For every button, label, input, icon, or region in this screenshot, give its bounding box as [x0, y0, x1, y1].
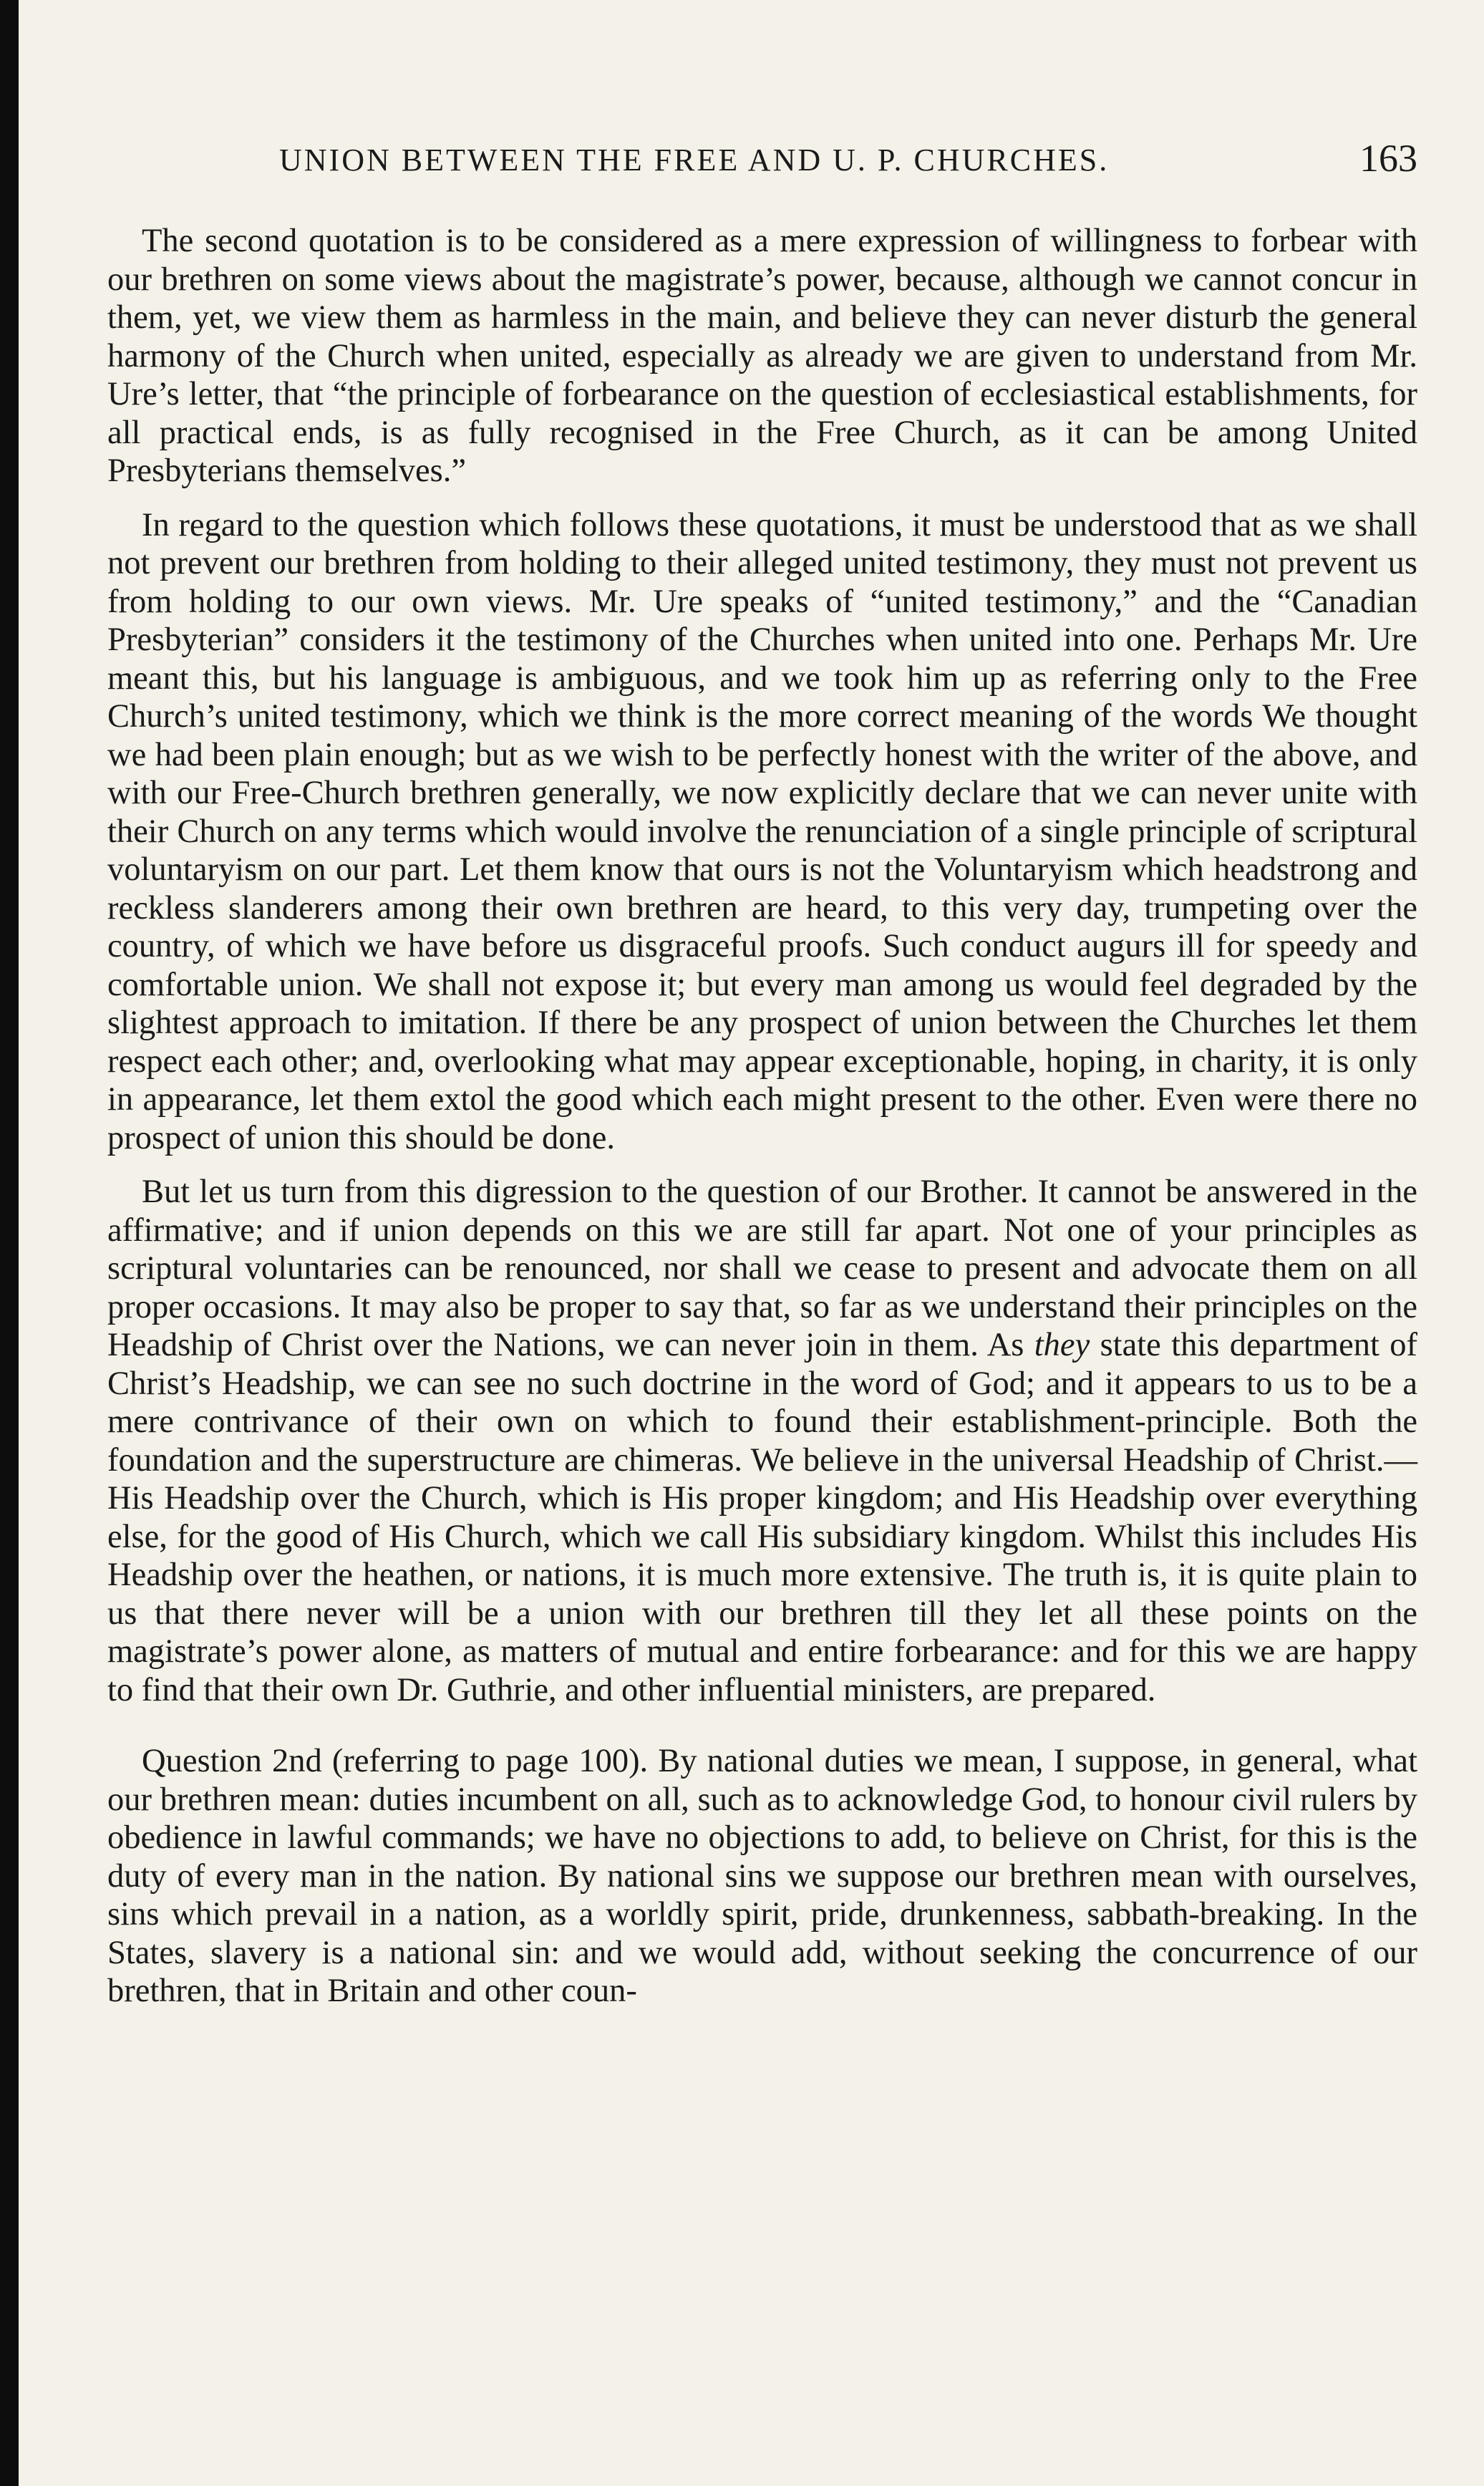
paragraph-second-quotation: The second quotation is to be considered as a mere expression of willingness to forbear with our brethren on some views about the magistrate’s power, because, although we cannot concur in them, yet, we view them as harmless in the main, and believe they can never disturb the general harmony of the Church when united, especially as already we are given to understand from Mr. Ure’s letter, that “the principle of forbearance on the question of ecclesiastical establishments, for all practical ends, is as fully recognised in the Free Church, as it can be among United Presbyterians themselves.”	[107, 223, 1417, 489]
page-number: 163	[1359, 137, 1417, 180]
paragraph-question-2nd: Question 2nd (referring to page 100). By national duties we mean, I suppose, in general, what our brethren mean: duties incumbent on all, such as to acknowledge God, to honour civil rulers by obedience in lawful commands; we have no objections to add, to believe on Christ, for this is the duty of every man in the nation. By national sins we suppose our brethren mean with ourselves, sins which prevail in a nation, as a worldly spirit, pride, drunkenness, sabbath-breaking. In the States, slavery is a national sin: and we would add, without seeking the concurrence of our brethren, that in Britain and other coun-	[107, 1743, 1417, 2009]
paragraph-united-testimony: In regard to the question which follows these quotations, it must be understood that as we shall not prevent our brethren from holding to their alleged united testimony, they must not prevent us from holding to our own views. Mr. Ure speaks of “united testimony,” and the “Canadian Presbyterian” considers it the testimony of the Churches when united into one. Perhaps Mr. Ure meant this, but his language is ambiguous, and we took him up as referring only to the Free Church’s united testimony, which we think is the more correct meaning of the words We thought we had been plain enough; but as we wish to be perfectly honest with the writer of the above, and with our Free-Church brethren generally, we now explicitly declare that we can never unite with their Church on any terms which would involve the renunciation of a single principle of scriptural voluntaryism on our part. Let them know that ours is not the Voluntaryism which headstrong and reckless slanderers among their own brethren are heard, to this very day, trumpeting over the country, of which we have before us disgraceful proofs. Such conduct augurs ill for speedy and comfortable union. We shall not expose it; but every man among us would feel degraded by the slightest approach to imitation. If there be any prospect of union between the Churches let them respect each other; and, overlooking what may appear exceptionable, hoping, in charity, it is only in appearance, let them extol the good which each might present to the other. Even were there no prospect of union this should be done.	[107, 506, 1417, 1156]
book-page	[107, 136, 1417, 2026]
paragraph-headship-part-1: But let us turn from this digression to the question of our Brother. It cannot be answered in the affirmative; and if union depends on this we are still far apart. Not one of your principles as scriptural voluntaries can be renounced, nor shall we cease to present and advocate them on all proper occasions. It may also be proper to say that, so far as we understand their principles on the Headship of Christ over the Nations, we can never join in them. As	[107, 1174, 1417, 1363]
paragraph-headship	[107, 1173, 1417, 1709]
running-title: UNION BETWEEN THE FREE AND U. P. CHURCHES.	[279, 142, 1110, 178]
page-binding-edge	[0, 0, 19, 2486]
italic-emphasis: they	[1034, 1327, 1090, 1363]
paragraph-headship-part-2: state this department of Christ’s Headship, we can see no such doctrine in the word of God; and it appears to us to be a mere contrivance of their own on which to found their establishment-principle. Both the foundation and the superstructure are chimeras. We believe in the universal Headship of Christ.—His Headship over the Church, which is His proper kingdom; and His Headship over everything else, for the good of His Church, which we call His subsidiary kingdom. Whilst this includes His Headship over the heathen, or nations, it is much more extensive. The truth is, it is quite plain to us that there never will be a union with our brethren till they let all these points on the magistrate’s power alone, as matters of mutual and entire forbearance: and for this we are happy to find that their own Dr. Guthrie, and other influential ministers, are prepared.	[107, 1327, 1417, 1708]
body-text	[107, 222, 1417, 2011]
running-head	[107, 136, 1417, 193]
